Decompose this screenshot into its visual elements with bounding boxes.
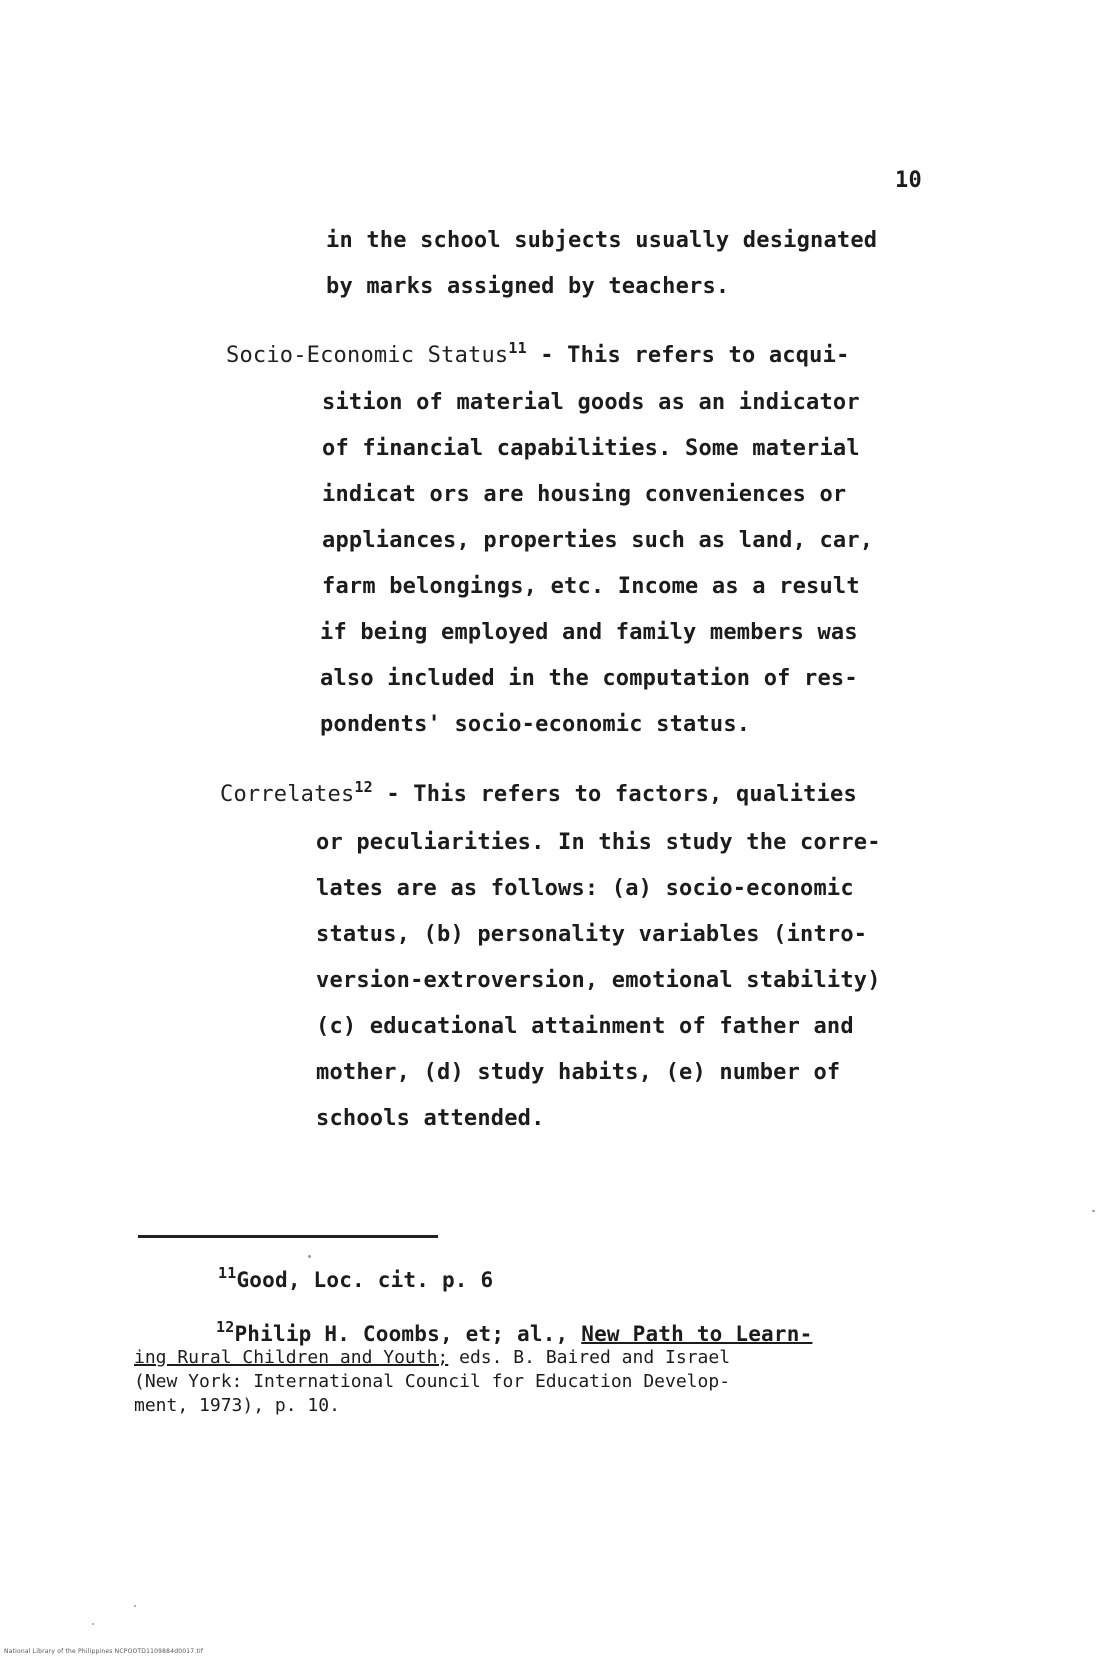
ses-line-4: indicat ors are housing conveniences or — [322, 482, 847, 507]
footnote-11-text: Good, Loc. cit. p. 6 — [236, 1268, 494, 1292]
correlates-line-6: (c) educational attainment of father and — [316, 1014, 854, 1039]
footnote-12-editors: eds. B. Baired and Israel — [448, 1347, 731, 1368]
footnote-rule — [138, 1235, 438, 1238]
correlates-line-3: lates are as follows: (a) socio-economic — [316, 876, 854, 901]
ses-first-line-rest: - This refers to acqui- — [526, 343, 850, 368]
correlates-line-7: mother, (d) study habits, (e) number of — [316, 1060, 841, 1085]
ses-line-6: farm belongings, etc. Income as a result — [322, 574, 860, 599]
scan-footer-label: National Library of the Philippines NCPOOTD1109884d0017.tif — [4, 1648, 204, 1655]
footnote-12-author: Philip H. Coombs, et; al., — [234, 1322, 582, 1346]
correlates-first-line — [220, 778, 857, 807]
ses-term: Socio-Economic Status — [226, 343, 509, 368]
footnote-11-ref: 11 — [218, 1264, 237, 1282]
scan-speck — [308, 1255, 311, 1258]
ses-first-line — [226, 339, 850, 368]
ses-line-3: of financial capabilities. Some material — [322, 436, 860, 461]
correlates-line-4: status, (b) personality variables (intro- — [316, 922, 868, 947]
footnote-12-line-3: (New York: International Council for Education Develop- — [134, 1371, 731, 1392]
intro-line-1: in the school subjects usually designated — [326, 228, 878, 253]
footnote-12-line-2 — [134, 1346, 730, 1370]
footnote-12-line-1 — [216, 1318, 813, 1346]
scan-speck — [92, 1623, 94, 1625]
page-number: 10 — [895, 168, 922, 193]
footnote-12-title-part-1: New Path to Learn- — [581, 1322, 813, 1346]
ses-line-8: also included in the computation of res- — [320, 666, 858, 691]
footnote-12-title-part-2: ing Rural Children and Youth; — [134, 1347, 449, 1368]
intro-line-2: by marks assigned by teachers. — [326, 274, 730, 299]
correlates-term: Correlates — [220, 782, 355, 807]
footnote-12-ref: 12 — [216, 1318, 235, 1336]
correlates-line-2: or peculiarities. In this study the corre- — [316, 830, 881, 855]
correlates-line-8: schools attended. — [316, 1106, 545, 1131]
ses-line-2: sition of material goods as an indicator — [322, 390, 860, 415]
ses-line-7: if being employed and family members was — [320, 620, 858, 645]
correlates-first-line-rest: - This refers to factors, qualities — [372, 782, 857, 807]
footnote-11 — [218, 1264, 494, 1292]
scan-speck — [1092, 1210, 1095, 1212]
scan-speck — [134, 1605, 136, 1607]
correlates-footnote-ref: 12 — [354, 778, 373, 796]
footnote-12-line-4: ment, 1973), p. 10. — [134, 1395, 340, 1416]
correlates-line-5: version-extroversion, emotional stability) — [316, 968, 881, 993]
ses-line-5: appliances, properties such as land, car, — [322, 528, 874, 553]
ses-footnote-ref: 11 — [508, 339, 527, 357]
ses-line-9: pondents' socio-economic status. — [320, 712, 751, 737]
